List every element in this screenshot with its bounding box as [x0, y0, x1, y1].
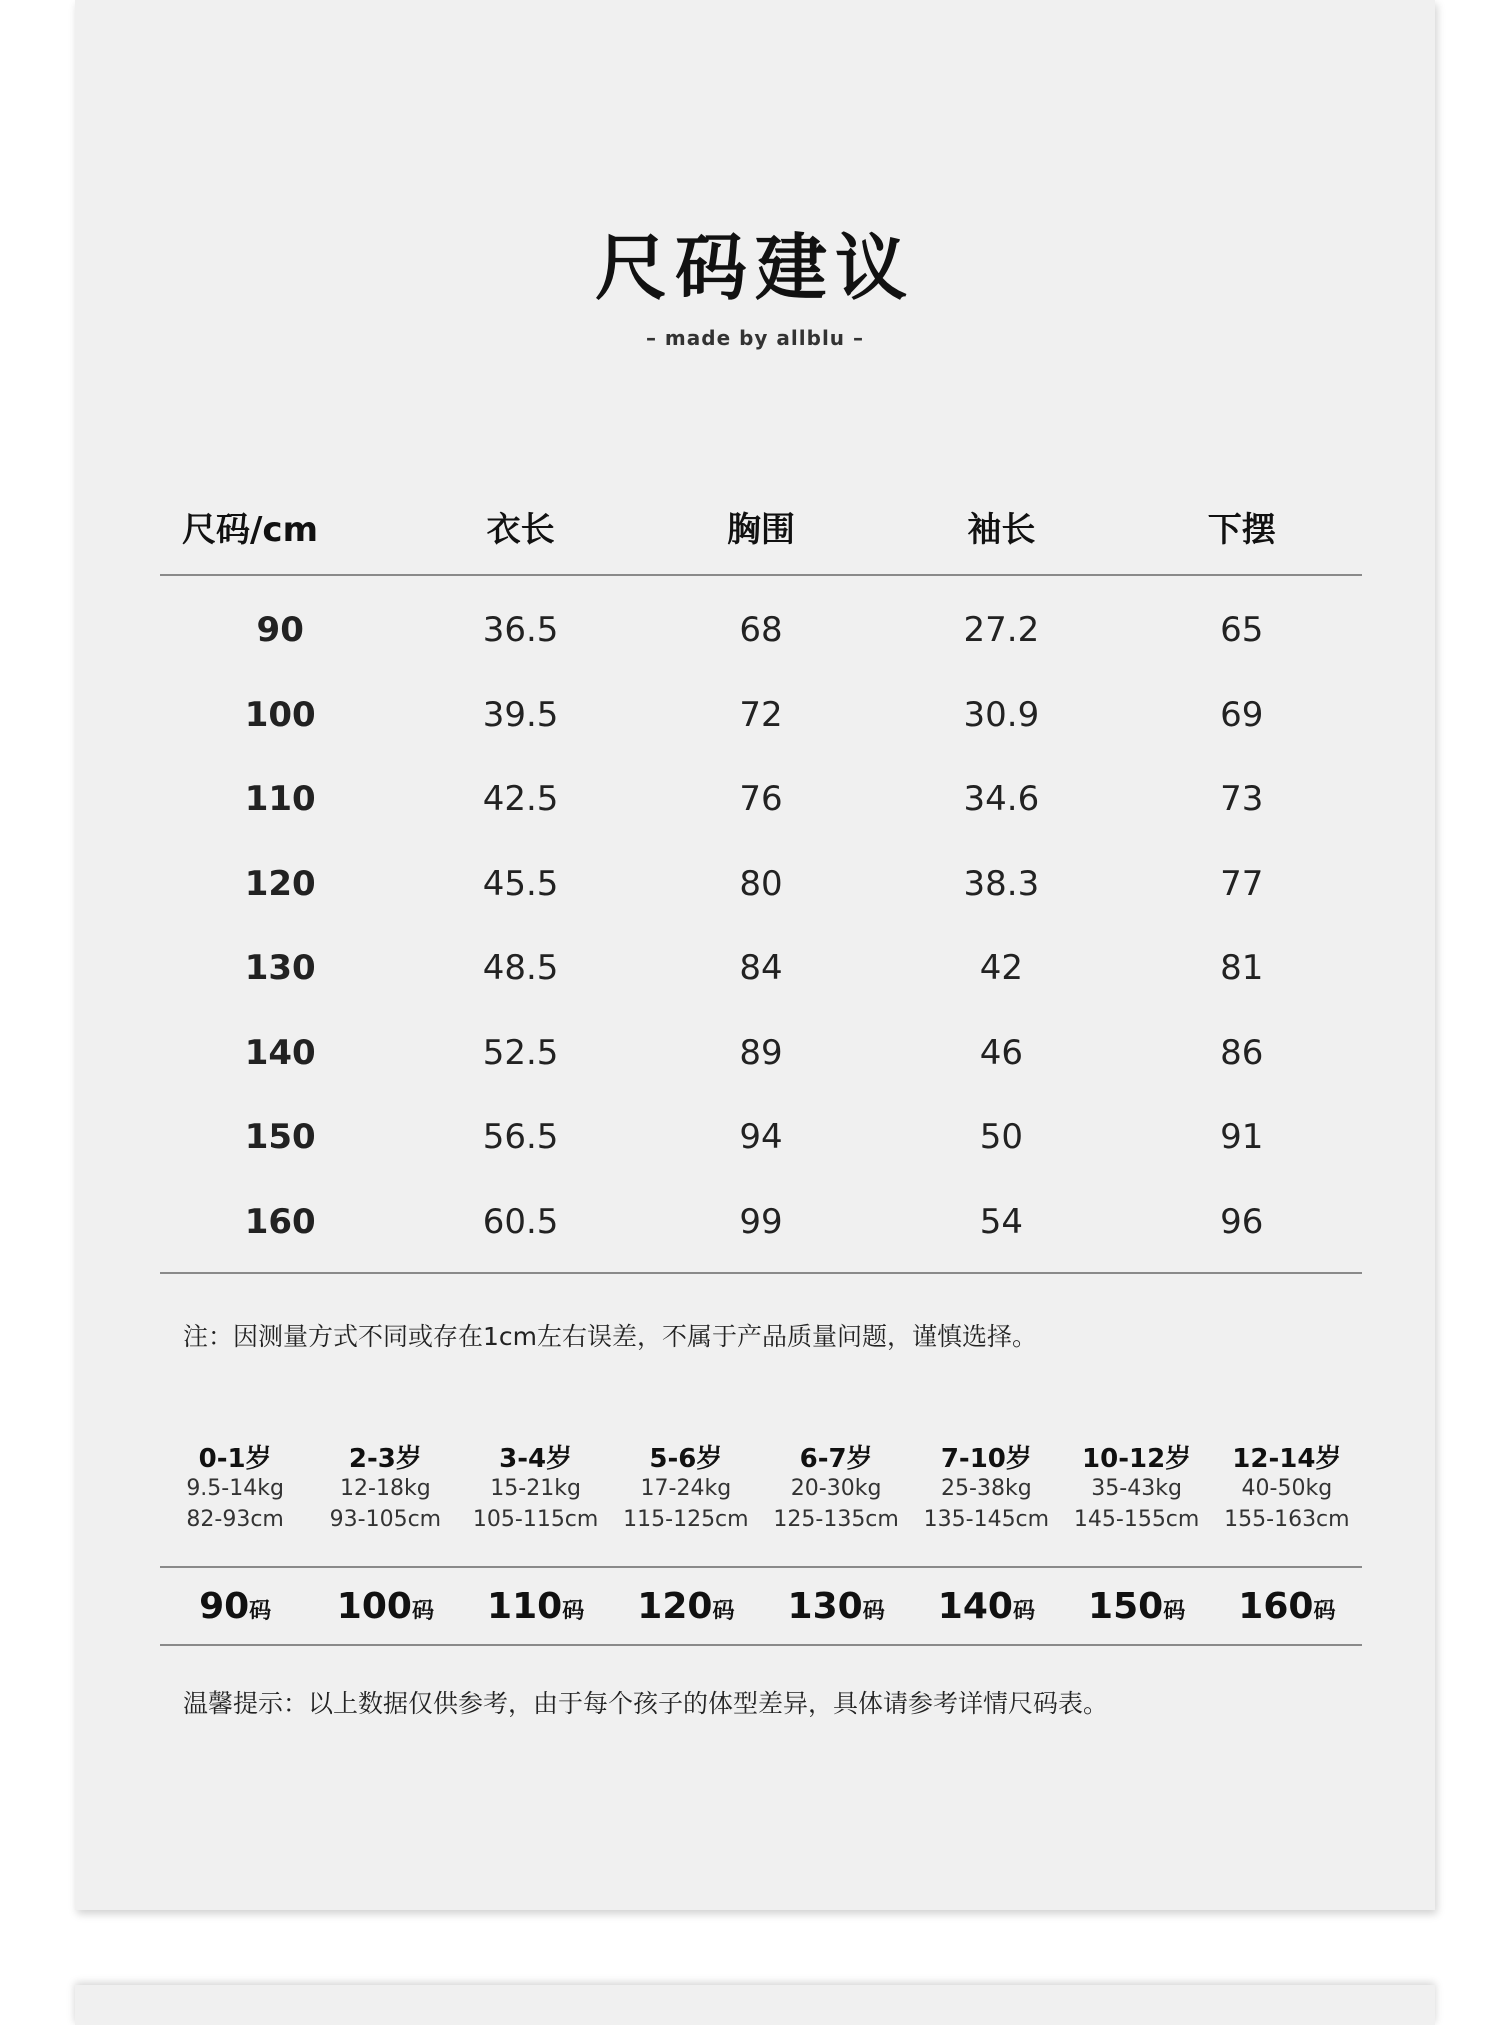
chest-cell: 72	[739, 694, 783, 735]
size-code	[160, 1586, 310, 1627]
size-number: 120	[637, 1585, 713, 1627]
age-height: 135-145cm	[923, 1507, 1050, 1532]
next-card-edge	[75, 1985, 1435, 2025]
size-cell: 110	[244, 779, 316, 820]
sleeve-cell: 38.3	[963, 863, 1040, 904]
age-weight: 20-30kg	[790, 1476, 882, 1501]
hem-cell: 81	[1220, 948, 1264, 989]
chest-cell: 76	[739, 779, 783, 820]
age-label: 7-10岁	[940, 1444, 1032, 1474]
chest-cell: 80	[739, 863, 783, 904]
size-unit: 码	[562, 1598, 585, 1624]
sleeve-cell: 46	[979, 1032, 1023, 1073]
table-row	[160, 757, 1362, 842]
age-weight: 35-43kg	[1091, 1476, 1182, 1501]
hem-cell: 77	[1220, 863, 1264, 904]
age-guide-item	[160, 1438, 310, 1538]
size-cell: 130	[244, 948, 316, 989]
size-code	[611, 1586, 761, 1627]
table-row	[160, 926, 1362, 1011]
table-row	[160, 842, 1362, 927]
size-code	[1212, 1586, 1362, 1627]
length-cell: 60.5	[400, 1180, 640, 1274]
age-weight: 40-50kg	[1241, 1476, 1333, 1501]
header-hem: 下摆	[1122, 478, 1362, 575]
sleeve-cell: 27.2	[963, 610, 1040, 651]
age-guide-item	[310, 1438, 460, 1538]
size-cell: 160	[160, 1180, 400, 1274]
age-guide	[160, 1438, 1362, 1538]
page-title: 尺码建议	[594, 226, 915, 310]
length-cell: 48.5	[482, 948, 559, 989]
size-table-header-row	[160, 478, 1362, 575]
measurement-note: 注：因测量方式不同或存在1cm左右误差，不属于产品质量问题，谨慎选择。	[183, 1322, 1038, 1351]
sleeve-cell: 54	[881, 1180, 1121, 1274]
age-label: 12-14岁	[1232, 1444, 1342, 1474]
size-number: 90	[199, 1585, 250, 1627]
size-unit: 码	[862, 1598, 885, 1624]
length-cell: 45.5	[482, 863, 559, 904]
header-size: 尺码/cm	[160, 478, 400, 575]
chest-cell: 89	[739, 1032, 783, 1073]
size-code	[761, 1586, 911, 1627]
sleeve-cell: 50	[979, 1117, 1023, 1158]
size-cell: 150	[244, 1117, 316, 1158]
age-weight: 25-38kg	[941, 1476, 1032, 1501]
sleeve-cell: 30.9	[963, 694, 1040, 735]
size-cell: 120	[244, 863, 316, 904]
age-guide-item	[911, 1438, 1061, 1538]
chest-cell: 84	[739, 948, 783, 989]
size-guide-card	[75, 0, 1435, 1910]
size-unit: 码	[1313, 1598, 1336, 1624]
age-label: 0-1岁	[198, 1444, 272, 1474]
age-height: 115-125cm	[623, 1507, 749, 1532]
age-height: 105-115cm	[472, 1507, 599, 1532]
size-cell: 100	[244, 694, 316, 735]
age-label: 5-6岁	[649, 1444, 723, 1474]
hem-cell: 65	[1220, 610, 1264, 651]
age-height: 125-135cm	[773, 1507, 899, 1532]
table-row	[160, 575, 1362, 673]
size-cell: 140	[244, 1032, 316, 1073]
age-height: 93-105cm	[329, 1507, 442, 1532]
size-number: 110	[487, 1585, 563, 1627]
size-number: 140	[937, 1585, 1013, 1627]
chest-cell: 68	[739, 610, 783, 651]
chest-cell: 94	[739, 1117, 783, 1158]
table-row	[160, 1095, 1362, 1180]
size-number: 160	[1238, 1585, 1314, 1627]
table-row	[160, 1011, 1362, 1096]
page-subtitle: – made by allblu –	[645, 326, 865, 350]
table-row	[160, 673, 1362, 758]
size-number: 100	[336, 1585, 412, 1627]
age-height: 145-155cm	[1073, 1507, 1200, 1532]
age-label: 3-4岁	[499, 1444, 573, 1474]
age-label: 10-12岁	[1082, 1444, 1192, 1474]
length-cell: 36.5	[482, 610, 559, 651]
header-chest: 胸围	[641, 478, 881, 575]
length-cell: 39.5	[482, 694, 559, 735]
age-weight: 15-21kg	[490, 1476, 581, 1501]
size-code	[911, 1586, 1061, 1627]
warm-tip: 温馨提示：以上数据仅供参考，由于每个孩子的体型差异，具体请参考详情尺码表。	[183, 1689, 1109, 1718]
size-code	[461, 1586, 611, 1627]
size-table	[160, 478, 1362, 1274]
chest-cell: 99	[641, 1180, 881, 1274]
age-height: 155-163cm	[1224, 1507, 1350, 1532]
age-height: 82-93cm	[186, 1507, 284, 1532]
size-unit: 码	[411, 1598, 434, 1624]
size-code-row	[160, 1568, 1362, 1644]
header-sleeve: 袖长	[881, 478, 1121, 575]
sleeve-cell: 42	[979, 948, 1023, 989]
hem-cell: 91	[1220, 1117, 1264, 1158]
size-unit: 码	[1163, 1598, 1186, 1624]
divider	[160, 1644, 1362, 1646]
hem-cell: 96	[1122, 1180, 1362, 1274]
age-guide-item	[611, 1438, 761, 1538]
size-number: 130	[787, 1585, 863, 1627]
size-code	[1062, 1586, 1212, 1627]
size-code	[310, 1586, 460, 1627]
length-cell: 56.5	[482, 1117, 559, 1158]
header-length: 衣长	[400, 478, 640, 575]
age-guide-item	[1062, 1438, 1212, 1538]
size-unit: 码	[249, 1598, 272, 1624]
table-row	[160, 1180, 1362, 1274]
age-label: 2-3岁	[348, 1444, 422, 1474]
age-label: 6-7岁	[799, 1444, 873, 1474]
age-weight: 17-24kg	[640, 1476, 732, 1501]
hem-cell: 69	[1220, 694, 1264, 735]
hem-cell: 73	[1220, 779, 1264, 820]
age-guide-item	[461, 1438, 611, 1538]
sleeve-cell: 34.6	[963, 779, 1040, 820]
size-cell: 90	[256, 610, 304, 651]
age-weight: 9.5-14kg	[186, 1476, 284, 1501]
length-cell: 42.5	[482, 779, 559, 820]
size-unit: 码	[1012, 1598, 1035, 1624]
hem-cell: 86	[1220, 1032, 1264, 1073]
size-unit: 码	[712, 1598, 735, 1624]
length-cell: 52.5	[482, 1032, 559, 1073]
size-number: 150	[1088, 1585, 1164, 1627]
age-weight: 12-18kg	[340, 1476, 431, 1501]
age-guide-item	[1212, 1438, 1362, 1538]
age-guide-item	[761, 1438, 911, 1538]
